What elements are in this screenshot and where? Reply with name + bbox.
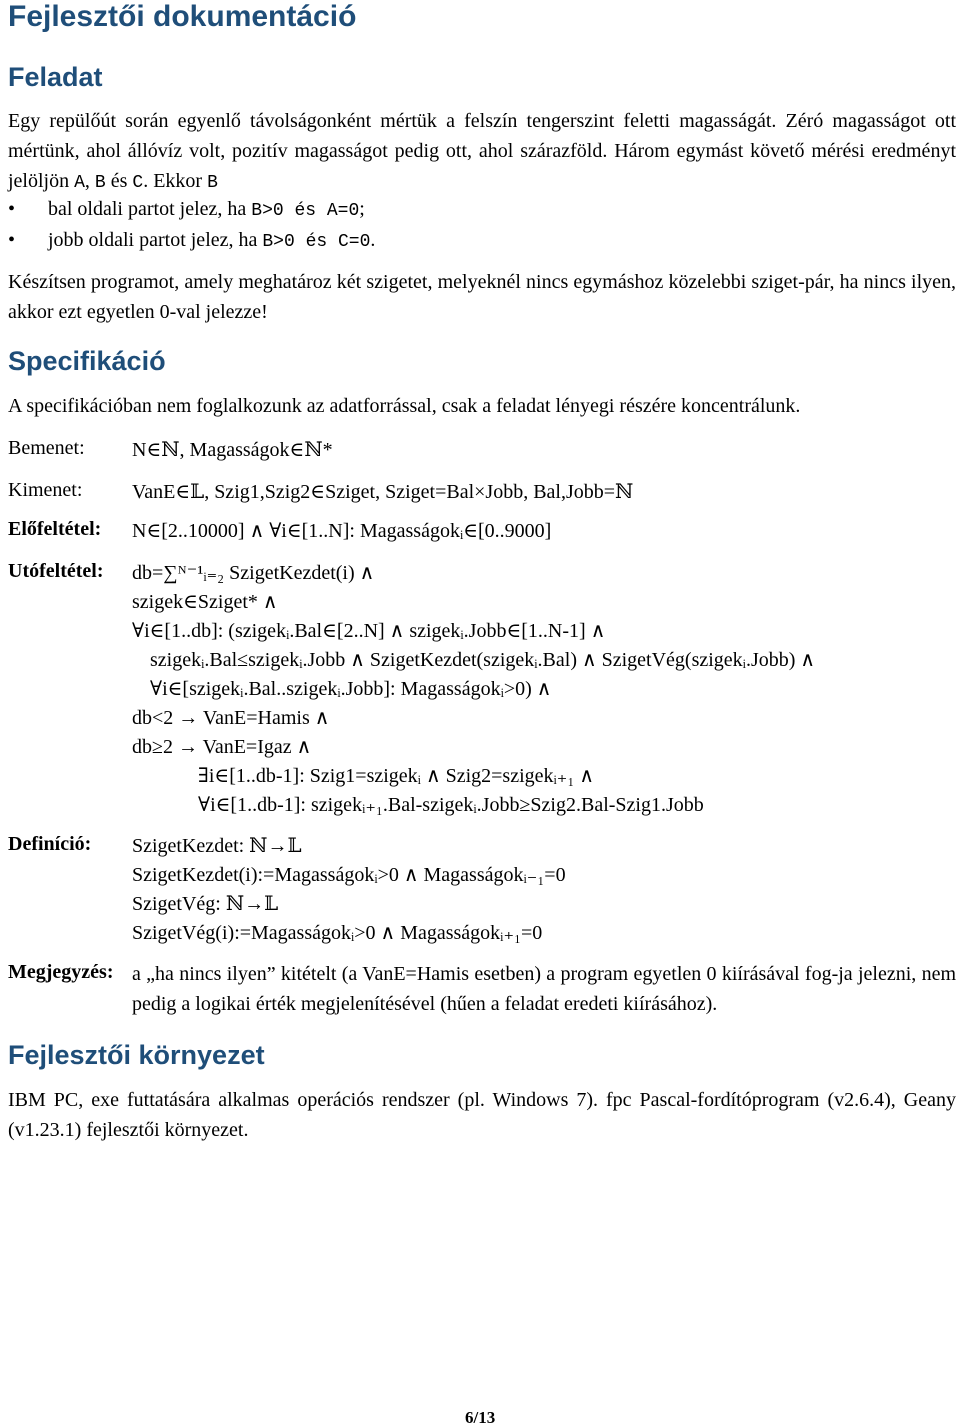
def-line-3: SzigetVég: ℕ→𝕃 [132,893,279,915]
heading-specifikacio: Specifikáció [8,346,166,376]
heading-fejlesztoi-kornyezet: Fejlesztői környezet [8,1040,265,1070]
uto-line-7: db≥2 → VanE=Igaz ∧ [132,736,312,758]
def-line-2: SzigetKezdet(i):=Magasságokᵢ>0 ∧ Magasságokᵢ₋₁=0 [132,864,566,886]
document-title: Fejlesztői dokumentáció [8,0,357,33]
kimenet-label: Kimenet: [8,479,83,501]
bullet-item-jobb: jobb oldali partot jelez, ha B>0 és C=0. [48,229,376,252]
megjegyzes-label: Megjegyzés: [8,961,114,983]
elofeltetel-label: Előfeltétel: [8,518,102,540]
bemenet-value: N∈ℕ, Magasságok∈ℕ* [132,439,333,461]
feladat-paragraph-1: Egy repülőút során egyenlő távolságonként mértük a felszín tengerszint feletti magasságát. Zéró magasságot ott mértünk, ahol állóvíz volt, pozitív magasságot pedig ott, ahol szárazföld. Három egymást követő mérési eredményt jelöljön A, B és C. Ekkor B [8,110,956,193]
uto-line-4: szigekᵢ.Bal≤szigekᵢ.Jobb ∧ SzigetKezdet(szigekᵢ.Bal) ∧ SzigetVég(szigekᵢ.Jobb) ∧ [150,649,816,671]
uto-line-9: ∀i∈[1..db-1]: szigekᵢ₊₁.Bal-szigekᵢ.Jobb≥Szig2.Bal-Szig1.Jobb [198,794,704,816]
kimenet-value: VanE∈𝕃, Szig1,Szig2∈Sziget, Sziget=Bal×Jobb, Bal,Jobb=ℕ [132,481,634,503]
spec-intro: A specifikációban nem foglalkozunk az adatforrással, csak a feladat lényegi részére koncentrálunk. [8,395,801,417]
uto-line-8: ∃i∈[1..db-1]: Szig1=szigekᵢ ∧ Szig2=szigekᵢ₊₁ ∧ [198,765,594,787]
bullet-icon: • [8,229,16,251]
definicio-label: Definíció: [8,833,92,855]
utofeltetel-label: Utófeltétel: [8,560,104,582]
bullet-icon: • [8,198,16,220]
feladat-paragraph-2: Készítsen programot, amely meghatároz két szigetet, melyeknél nincs egymáshoz közelebbi sziget-pár, ha nincs ilyen, akkor ezt egyetlen 0-val jelezze! [8,271,956,323]
bullet-item-bal: bal oldali partot jelez, ha B>0 és A=0; [48,198,365,221]
def-line-4: SzigetVég(i):=Magasságokᵢ>0 ∧ Magasságokᵢ₊₁=0 [132,922,543,944]
uto-line-5: ∀i∈[szigekᵢ.Bal..szigekᵢ.Jobb]: Magasságokᵢ>0) ∧ [150,678,552,700]
bemenet-label: Bemenet: [8,437,85,459]
page-number: 6/13 [465,1408,496,1427]
megjegyzes-text: a „ha nincs ilyen” kitételt (a VanE=Hamis esetben) a program egyetlen 0 kiírásával fog-ja jelezni, nem pedig a logikai érték megjelenítésével (hűen a feladat eredeti kiírásához). [132,963,956,1015]
def-line-1: SzigetKezdet: ℕ→𝕃 [132,835,302,857]
uto-line-2: szigek∈Sziget* ∧ [132,591,278,613]
env-paragraph: IBM PC, exe futtatására alkalmas operációs rendszer (pl. Windows 7). fpc Pascal-fordítóprogram (v2.6.4), Geany (v1.23.1) fejlesztői környezet. [8,1089,956,1141]
heading-feladat: Feladat [8,62,103,92]
elofeltetel-value: N∈[2..10000] ∧ ∀i∈[1..N]: Magasságokᵢ∈[0..9000] [132,520,552,542]
uto-line-3: ∀i∈[1..db]: (szigekᵢ.Bal∈[2..N] ∧ szigekᵢ.Jobb∈[1..N-1] ∧ [132,620,606,642]
uto-line-1: db=∑ᴺ⁻¹ᵢ₌₂ SzigetKezdet(i) ∧ [132,562,375,584]
uto-line-6: db<2 → VanE=Hamis ∧ [132,707,330,729]
